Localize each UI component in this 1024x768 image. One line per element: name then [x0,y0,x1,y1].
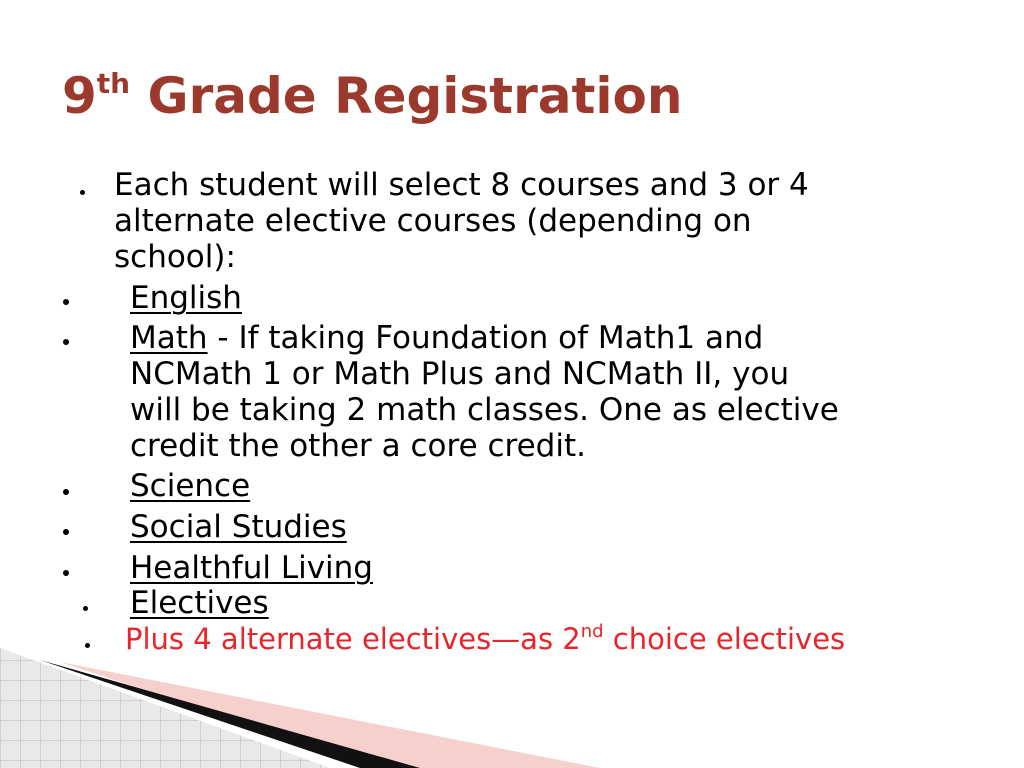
page-title: 9th Grade Registration [62,67,683,125]
bullet-dot [83,606,88,611]
item-science: Science [130,468,251,504]
bullet-dot [63,339,69,345]
bullet-dot [63,299,69,305]
bullet-dot [80,190,85,195]
item-social-studies: Social Studies [130,509,347,545]
bullet-dot [63,570,69,576]
item-healthful-living: Healthful Living [130,550,373,586]
item-math: Math - If taking Foundation of Math1 and NCMath 1 or Math Plus and NCMath II, you will be taking 2 math classes. One as elective credit the other a core credit. [130,320,839,464]
math-label: Math [130,320,208,356]
intro-text: Each student will select 8 courses and 3 or 4 alternate elective courses (depending on school): [114,167,809,275]
bullet-dot [85,643,90,648]
item-english: English [130,280,242,316]
item-electives: Electives [130,585,269,621]
alternate-electives-note: Plus 4 alternate electives—as 2nd choice electives [125,621,846,656]
bullet-dot [63,529,69,535]
bullet-dot [63,489,69,495]
